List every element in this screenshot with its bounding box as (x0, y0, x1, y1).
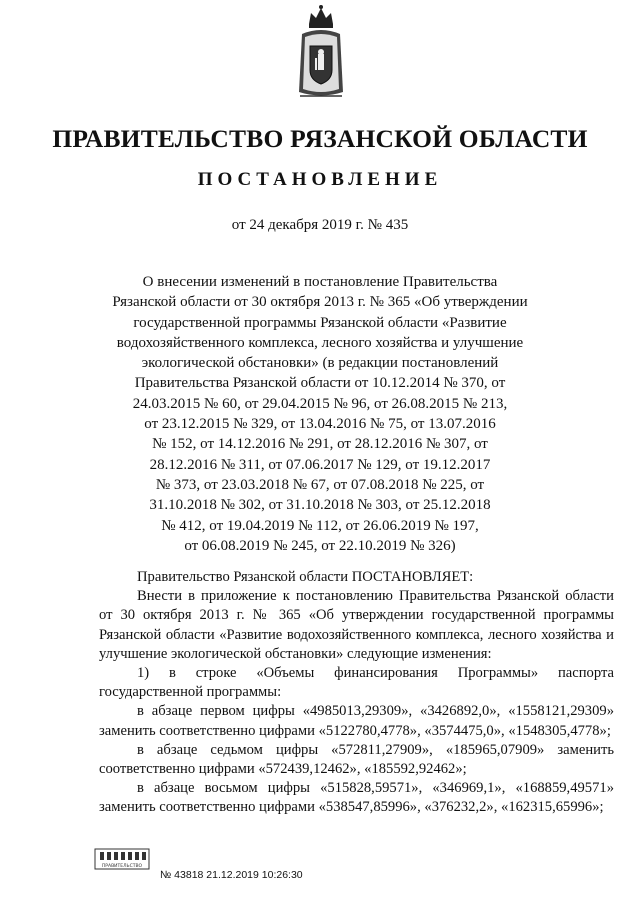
subject-line: водохозяйственного комплекса, лесного хозяйства и улучшение (116, 334, 524, 351)
subject-line: № 152, от 14.12.2016 № 291, от 28.12.2016 № 307, от (152, 436, 488, 453)
registry-stamp-icon (94, 848, 150, 870)
body-paragraph: Внести в приложение к постановлению Правительства Рязанской области от 30 октября 2013 г. № 365 «Об утверждении государственной программы Рязанской области «Развитие водохозяйственного комплекса, лесного хозяйства и улучшение экологической обстановки» следующие изменения: (99, 588, 614, 662)
document-body (99, 568, 614, 818)
subject-line: Правительства Рязанской области от 10.12.2014 № 370, от (134, 375, 506, 392)
subject-line: 28.12.2016 № 311, от 07.06.2017 № 129, от 19.12.2017 (149, 456, 491, 473)
subject-line: экологической обстановки» (в редакции постановлений (141, 355, 499, 372)
coat-of-arms-icon (296, 4, 346, 100)
body-paragraph: в абзаце восьмом цифры «515828,59571», «346969,1», «168859,49571» заменить соответственно цифрами «538547,85996», «376232,2», «162315,65996»; (99, 780, 614, 816)
body-paragraph: в абзаце первом цифры «4985013,29309», «3426892,0», «1558121,29309» заменить соответственно цифрами «5122780,4778», «3574475,0», «1548305,4778»; (99, 703, 614, 739)
subject-line: государственной программы Рязанской области «Развитие (133, 314, 507, 331)
document-type: ПОСТАНОВЛЕНИЕ (197, 169, 443, 190)
subject-line: от 06.08.2019 № 245, от 22.10.2019 № 326) (184, 537, 456, 554)
body-paragraph: 1) в строке «Объемы финансирования Программы» паспорта государственной программы: (99, 665, 614, 701)
subject-line: 31.10.2018 № 302, от 31.10.2018 № 303, от 25.12.2018 (149, 497, 491, 514)
subject-line: № 373, от 23.03.2018 № 67, от 07.08.2018 № 225, от (155, 476, 485, 493)
document-subject (90, 272, 550, 556)
subject-line: 24.03.2015 № 60, от 29.04.2015 № 96, от 26.08.2015 № 213, (132, 395, 508, 412)
resolves-line: Правительство Рязанской области ПОСТАНОВЛЯЕТ: (137, 569, 474, 585)
subject-line: Рязанской области от 30 октября 2013 г. № 365 «Об утверждении (112, 294, 528, 311)
subject-line: от 23.12.2015 № 329, от 13.04.2016 № 75, от 13.07.2016 (144, 416, 496, 433)
subject-line: О внесении изменений в постановление Правительства (142, 274, 498, 290)
document-date-number: от 24 декабря 2019 г. № 435 (231, 217, 409, 233)
registration-number: № 43818 21.12.2019 10:26:30 (160, 869, 303, 881)
body-paragraph: в абзаце седьмом цифры «572811,27909», «185965,07909» заменить соответственно цифрами «572439,12462», «185592,92462»; (99, 741, 614, 778)
government-title: ПРАВИТЕЛЬСТВО РЯЗАНСКОЙ ОБЛАСТИ (52, 124, 588, 153)
stamp-text: ПРАВИТЕЛЬСТВО (101, 864, 143, 869)
subject-line: № 412, от 19.04.2019 № 112, от 26.06.2019 № 197, (161, 517, 479, 534)
